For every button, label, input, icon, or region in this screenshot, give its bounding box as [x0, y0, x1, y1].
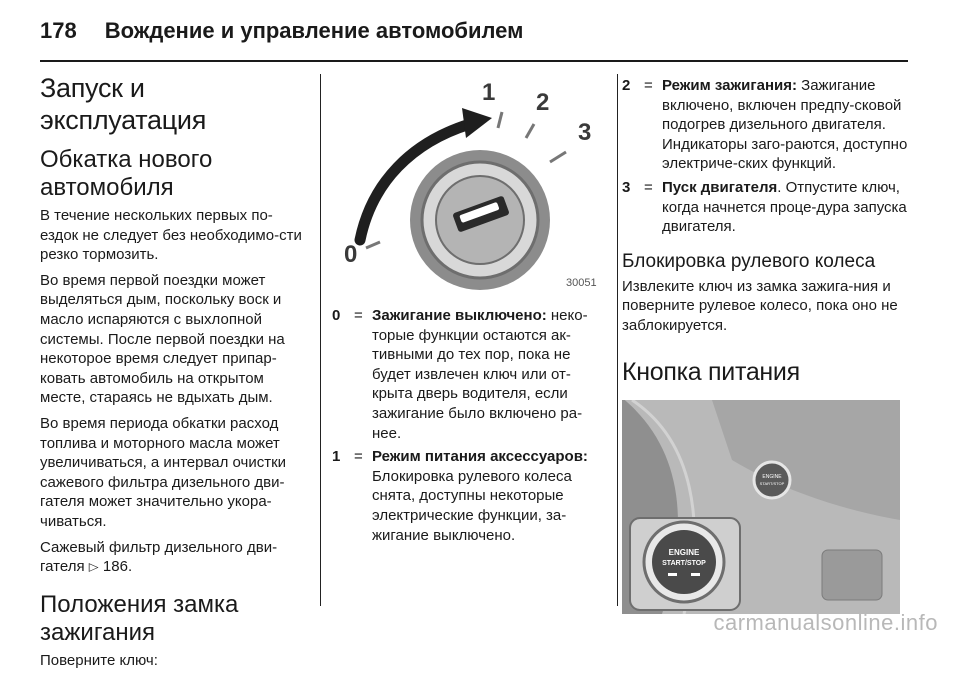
- power-button-photo: [622, 400, 900, 614]
- page-reference-triangle-icon: ▷: [88, 559, 99, 574]
- tick-3: [550, 152, 566, 162]
- paragraph-smoke: Во время первой поездки может выделяться дым, поскольку воск и масло испаряются с выхлопной системы. После первой поездки на некоторое время следует припар-ковать автомобиль на открытом месте, стараясь не вдыхать дым.: [40, 271, 285, 407]
- button-label-line2: START/STOP: [662, 559, 706, 567]
- tick-1: [498, 112, 502, 128]
- pedal-shape: [822, 550, 882, 600]
- section-title-power-button: Кнопка питания: [622, 357, 800, 386]
- position-label-3: 3: [578, 119, 592, 146]
- ignition-positions-list-a: [332, 306, 608, 545]
- list-item: 2 = Режим зажигания: Зажигание включено, включен предпу-сковой подогрев дизельного двигателя. Индикаторы заго-раются, доступно электриче-ских функций.: [622, 77, 908, 173]
- paragraph-fuel-consumption: Во время периода обкатки расход топлива и моторного масла может увеличиваться, а интервал очистки сажевого фильтра дизельного дви-гателя может значительно укора-чиваться.: [40, 414, 287, 530]
- position-label-1: 1: [482, 79, 496, 106]
- column-2: [332, 72, 608, 549]
- power-button-figure: [622, 400, 900, 614]
- subsection-title-break-in: Обкатка нового автомобиля: [40, 146, 213, 201]
- column-divider-left: [320, 74, 321, 606]
- button-label-line1: ENGINE: [668, 547, 700, 557]
- figure-code: 30051: [566, 277, 597, 289]
- page-reference-link[interactable]: 186.: [102, 558, 133, 576]
- paragraph-steering-lock: Извлеките ключ из замка зажига-ния и поверните рулевое колесо, пока оно не заблокируется.: [622, 277, 898, 334]
- indicator-led-right: [691, 573, 700, 576]
- page-number: 178: [40, 18, 77, 43]
- small-button-line2: START/STOP: [759, 480, 785, 486]
- column-1: [40, 72, 310, 676]
- paragraph-turn-key: Поверните ключ:: [40, 651, 158, 669]
- subsection-title-steering-lock: Блокировка рулевого колеса: [622, 250, 876, 272]
- header-rule: [40, 60, 908, 62]
- position-label-0: 0: [344, 241, 358, 268]
- position-label-2: 2: [536, 89, 550, 116]
- subsection-title-ignition-positions: Положения замка зажигания: [40, 590, 239, 646]
- section-title-start-operation: Запуск и эксплуатация: [40, 73, 207, 135]
- running-title: Вождение и управление автомобилем: [104, 18, 524, 43]
- watermark: carmanualsonline.info: [713, 610, 938, 635]
- column-3: [622, 72, 912, 614]
- ignition-lock-figure: [332, 72, 608, 300]
- tick-2: [526, 124, 534, 138]
- list-item: 3 = Пуск двигателя. Отпустите ключ, когда начнется проце-дура запуска двигателя.: [622, 178, 907, 236]
- arrow-head-icon: [462, 108, 492, 138]
- list-item: 1 = Режим питания аксессуаров: Блокировка рулевого колеса снята, доступны некоторые электрические функции, за-жигание выключено.: [332, 448, 588, 544]
- column-divider-right: [617, 74, 618, 606]
- small-button-line1: ENGINE: [762, 473, 782, 480]
- ignition-lock-illustration: [332, 72, 608, 300]
- ignition-positions-list-b: [622, 76, 912, 237]
- paragraph-particle-filter: Сажевый фильтр дизельного дви-гателя ▷ 186.: [40, 538, 278, 576]
- indicator-led-left: [668, 573, 677, 576]
- start-button-small: [754, 462, 790, 498]
- paragraph-braking: В течение нескольких первых по-ездок не следует без необходимо-сти резко тормозить.: [40, 207, 302, 264]
- list-item: 0 = Зажигание выключено: неко-торые функции остаются ак-тивными до тех пор, пока не будет извлечен ключ или от-крыта дверь водителя, если зажигание было включено ра-нее.: [332, 307, 588, 442]
- tick-0: [366, 242, 380, 248]
- page-header: [40, 18, 523, 48]
